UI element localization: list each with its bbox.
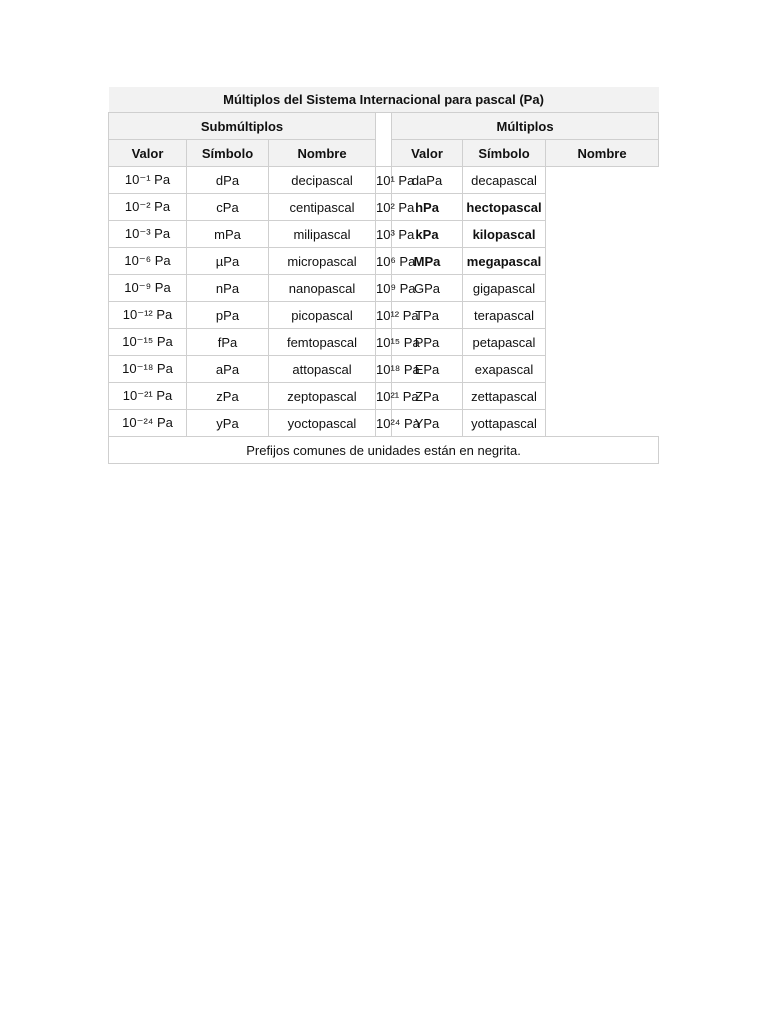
group-header-row [109,113,659,140]
sub-name-cell: femtopascal [269,329,376,356]
table-row [109,167,659,194]
mul-symbol-cell: PPa [392,329,463,356]
sub-name-header: Nombre [269,140,376,167]
sub-value-cell: 10⁻⁶ Pa [109,248,187,275]
mul-value-cell: 10³ Pa [376,221,392,248]
table-row [109,302,659,329]
sub-name-cell: zeptopascal [269,383,376,410]
sub-name-cell: yoctopascal [269,410,376,437]
sub-symbol-cell: pPa [187,302,269,329]
table-row [109,221,659,248]
mul-name-header: Nombre [546,140,659,167]
table-row [109,410,659,437]
sub-name-cell: decipascal [269,167,376,194]
mul-symbol-cell: YPa [392,410,463,437]
sub-value-cell: 10⁻²¹ Pa [109,383,187,410]
sub-symbol-cell: nPa [187,275,269,302]
mul-name-cell: yottapascal [463,410,546,437]
sub-name-cell: centipascal [269,194,376,221]
mul-symbol-cell: hPa [392,194,463,221]
sub-value-cell: 10⁻²⁴ Pa [109,410,187,437]
sub-name-cell: nanopascal [269,275,376,302]
submultiples-header: Submúltiplos [109,113,376,140]
mul-symbol-cell: ZPa [392,383,463,410]
mul-value-cell: 10¹² Pa [376,302,392,329]
si-prefix-table [108,87,659,464]
sub-value-cell: 10⁻¹⁸ Pa [109,356,187,383]
table-row [109,383,659,410]
sub-value-cell: 10⁻¹ Pa [109,167,187,194]
mul-name-cell: hectopascal [463,194,546,221]
mul-symbol-cell: TPa [392,302,463,329]
mul-value-cell: 10⁹ Pa [376,275,392,302]
multiples-header: Múltiplos [392,113,659,140]
mul-value-cell: 10²¹ Pa [376,383,392,410]
mul-value-header: Valor [392,140,463,167]
sub-value-cell: 10⁻⁹ Pa [109,275,187,302]
mul-symbol-cell: GPa [392,275,463,302]
mul-symbol-cell: daPa [392,167,463,194]
mul-name-cell: decapascal [463,167,546,194]
table-row [109,248,659,275]
footnote-row [109,437,659,464]
sub-symbol-cell: aPa [187,356,269,383]
sub-symbol-cell: mPa [187,221,269,248]
sub-symbol-cell: fPa [187,329,269,356]
mul-name-cell: kilopascal [463,221,546,248]
sub-symbol-cell: µPa [187,248,269,275]
sub-name-cell: milipascal [269,221,376,248]
sub-symbol-cell: zPa [187,383,269,410]
sub-name-cell: attopascal [269,356,376,383]
sub-value-cell: 10⁻¹² Pa [109,302,187,329]
mul-symbol-cell: MPa [392,248,463,275]
mul-value-cell: 10¹⁵ Pa [376,329,392,356]
mul-value-cell: 10¹ Pa [376,167,392,194]
sub-symbol-header: Símbolo [187,140,269,167]
mul-name-cell: megapascal [463,248,546,275]
sub-symbol-cell: cPa [187,194,269,221]
mul-name-cell: zettapascal [463,383,546,410]
mul-value-cell: 10⁶ Pa [376,248,392,275]
table-row [109,329,659,356]
mul-value-cell: 10² Pa [376,194,392,221]
table-row [109,356,659,383]
mul-name-cell: gigapascal [463,275,546,302]
mul-name-cell: petapascal [463,329,546,356]
mul-symbol-cell: kPa [392,221,463,248]
sub-value-cell: 10⁻¹⁵ Pa [109,329,187,356]
sub-symbol-cell: dPa [187,167,269,194]
sub-name-cell: micropascal [269,248,376,275]
sub-name-cell: picopascal [269,302,376,329]
mul-value-cell: 10¹⁸ Pa [376,356,392,383]
sub-value-cell: 10⁻³ Pa [109,221,187,248]
mul-name-cell: terapascal [463,302,546,329]
sub-value-cell: 10⁻² Pa [109,194,187,221]
table-row [109,194,659,221]
mul-symbol-header: Símbolo [463,140,546,167]
caption-row [109,87,659,113]
sub-symbol-cell: yPa [187,410,269,437]
mul-symbol-cell: EPa [392,356,463,383]
mul-value-cell: 10²⁴ Pa [376,410,392,437]
sub-value-header: Valor [109,140,187,167]
mul-name-cell: exapascal [463,356,546,383]
table-footnote: Prefijos comunes de unidades están en negrita. [109,437,659,464]
table-row [109,275,659,302]
table-body [109,167,659,437]
table-caption: Múltiplos del Sistema Internacional para pascal (Pa) [109,87,659,113]
column-separator [376,113,392,167]
